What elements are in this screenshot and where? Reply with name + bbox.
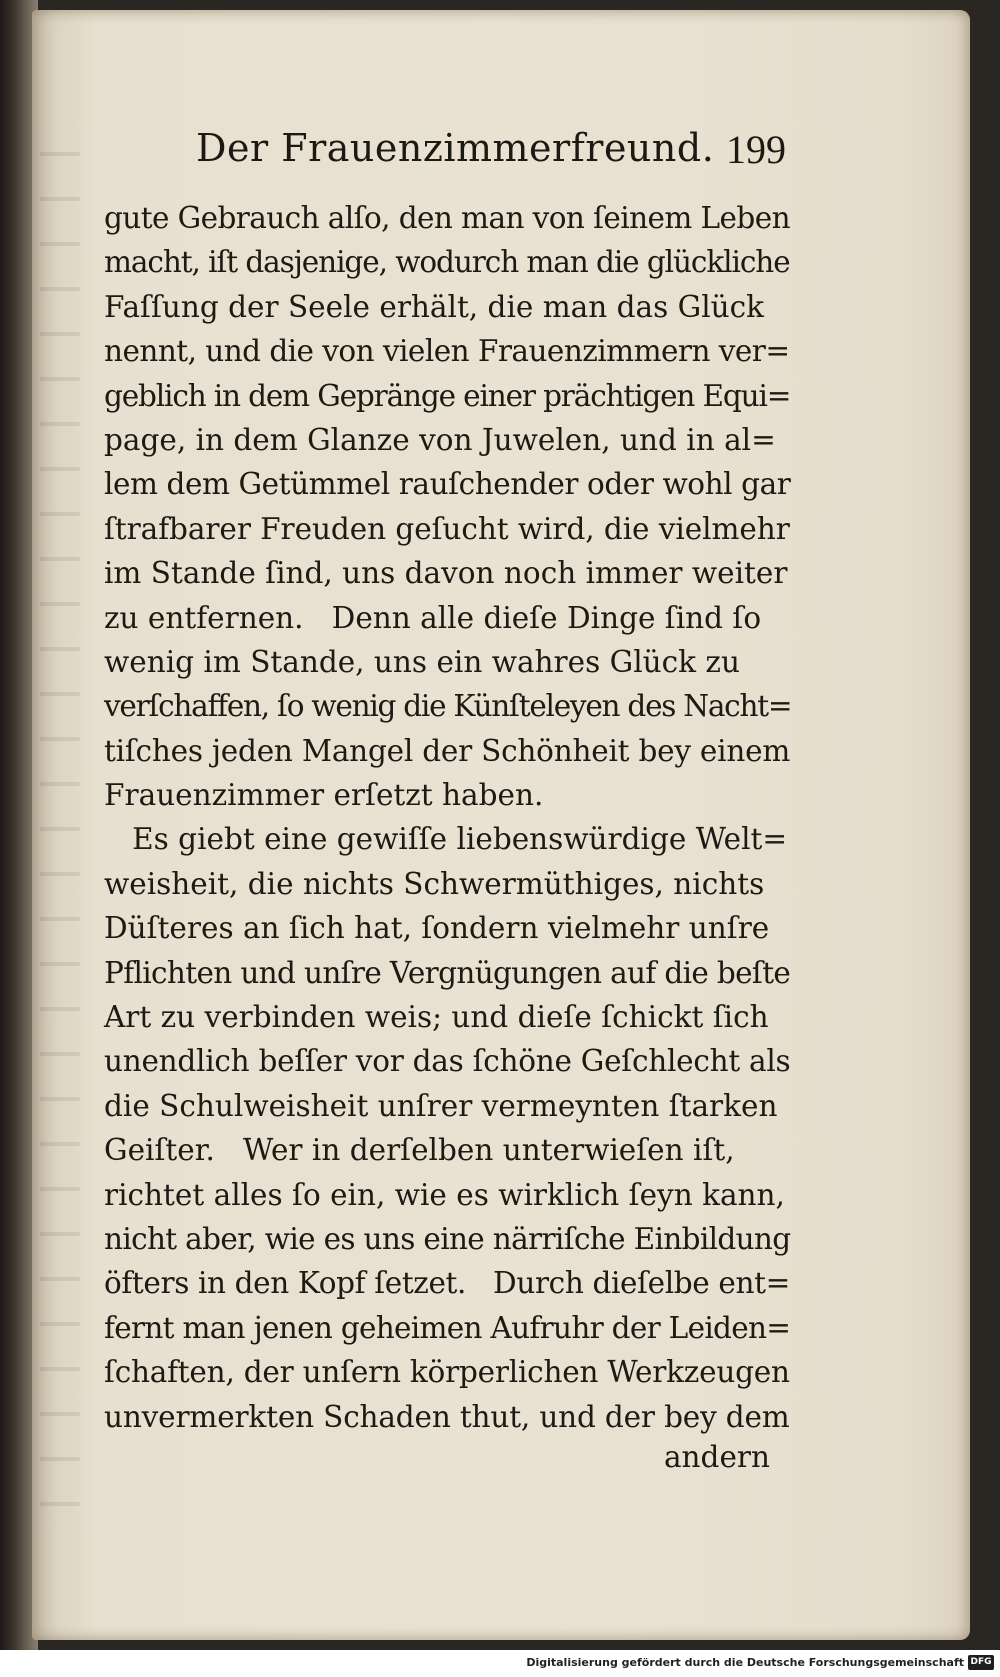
funding-credit: Digitalisierung gefördert durch die Deutsche Forschungsgemeinschaft [526, 1656, 964, 1669]
dfg-logo: DFG [968, 1655, 994, 1670]
text-line: richtet alles ſo ein, wie es wirklich ſeyn kann, [104, 1177, 785, 1212]
text-line: geblich in dem Gepränge einer prächtigen Equi= [104, 378, 791, 413]
text-line: gute Gebrauch alſo, den man von ſeinem Leben [104, 201, 790, 235]
text-line: Düſteres an ſich hat, ſondern vielmehr unſre [104, 911, 770, 946]
text-line: Geiſter. Wer in derſelben unterwieſen iſt, [104, 1133, 735, 1168]
body-text [104, 196, 790, 1439]
text-line: weisheit, die nichts Schwermüthiges, nichts [104, 866, 765, 901]
text-line: lem dem Getümmel rauſchender oder wohl gar [104, 467, 791, 502]
text-line: nicht aber, wie es uns eine närriſche Einbildung [104, 1221, 791, 1256]
running-head [196, 120, 786, 180]
text-line: im Stande ſind, uns davon noch immer weiter [104, 556, 788, 591]
show-through [40, 130, 80, 1530]
text-line: die Schulweisheit unſrer vermeynten ſtarken [104, 1088, 778, 1123]
text-line: Faſſung der Seele erhält, die man das Glück [104, 289, 765, 324]
text-line: wenig im Stande, uns ein wahres Glück zu [104, 644, 740, 679]
text-line: fernt man jenen geheimen Aufruhr der Leiden= [104, 1310, 791, 1345]
text-line: verſchaffen, ſo wenig die Künſteleyen des Nacht= [104, 689, 792, 724]
text-line: nennt, und die von vielen Frauenzimmern ver= [104, 334, 790, 369]
text-line: ſchaften, der unſern körperlichen Werkzeugen [104, 1355, 790, 1390]
text-line: unvermerkten Schaden thut, und der bey dem [104, 1399, 790, 1434]
text-line: öfters in den Kopf ſetzet. Durch dieſelbe ent= [104, 1266, 790, 1301]
text-line: Art zu verbinden weis; und dieſe ſchickt ſich [104, 1000, 769, 1035]
text-line: Frauenzimmer erſetzt haben. [104, 778, 544, 813]
footer-bar [0, 1650, 1000, 1677]
text-line: zu entfernen. Denn alle dieſe Dinge ſind ſo [104, 600, 762, 635]
page-number: 199 [726, 127, 786, 172]
text-line: unendlich beſſer vor das ſchöne Geſchlecht als [104, 1044, 791, 1079]
text-line: Es giebt eine gewiſſe liebenswürdige Welt= [104, 822, 788, 857]
running-title: Der Frauenzimmerfreund. [196, 126, 715, 170]
text-line: ſtrafbarer Freuden geſucht wird, die vielmehr [104, 511, 790, 546]
text-line: page, in dem Glanze von Juwelen, und in al= [104, 422, 776, 457]
text-line: Pflichten und unſre Vergnügungen auf die beſte [104, 955, 791, 990]
text-line: tiſches jeden Mangel der Schönheit bey einem [104, 733, 791, 768]
text-line: macht, iſt dasjenige, wodurch man die glückliche [104, 245, 790, 280]
catchword: andern [663, 1440, 770, 1474]
